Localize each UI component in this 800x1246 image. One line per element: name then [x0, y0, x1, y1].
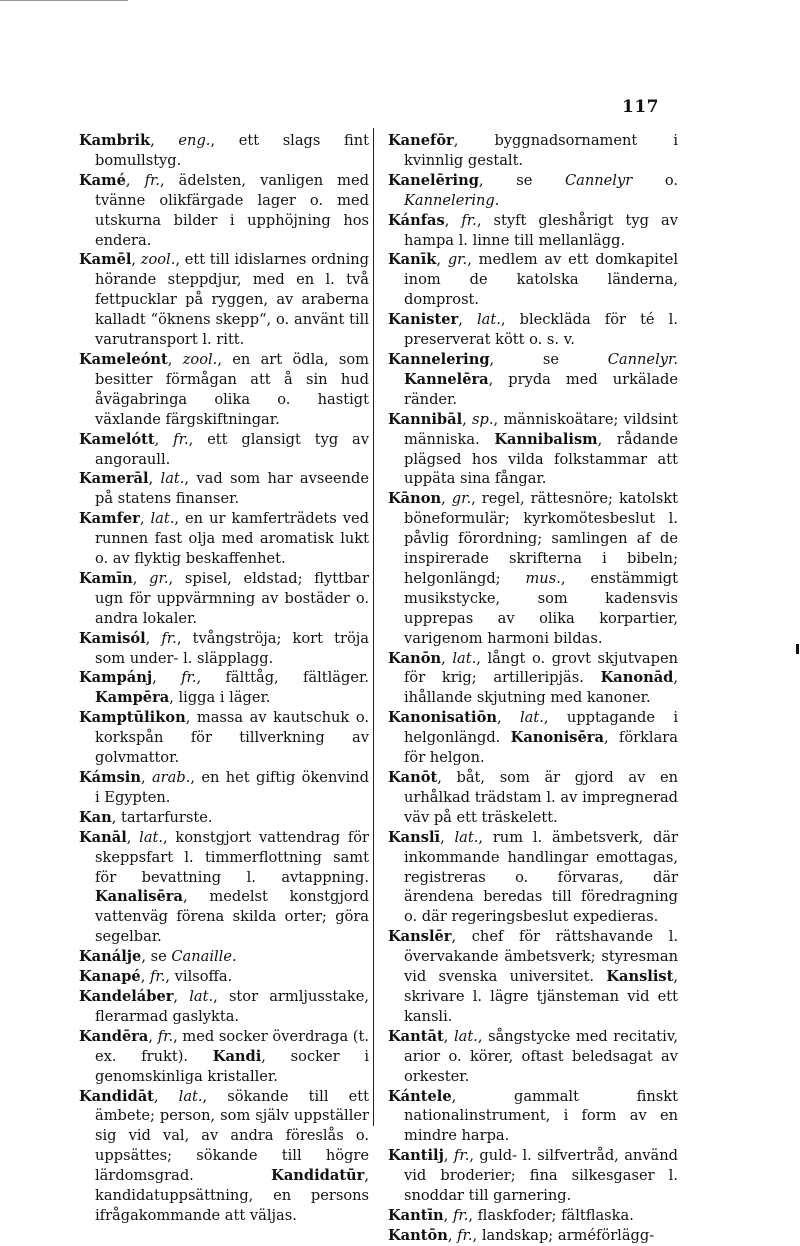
abbreviation: zool.	[182, 350, 218, 368]
dictionary-entry	[79, 430, 369, 470]
abbreviation: arab.	[151, 769, 191, 786]
definition-text: , med socker överdraga (t. ex. frukt).	[95, 1027, 369, 1065]
abbreviation: lat.	[150, 510, 175, 528]
definition-text: , båt, som är gjord av en urhålkad trädstam l. av impregnerad väv på ett träskelett.	[404, 769, 678, 826]
headword: Kanōn	[388, 649, 442, 667]
abbreviation: lat.	[178, 1087, 203, 1105]
dictionary-entry	[79, 967, 369, 987]
headword: Kanister	[388, 311, 459, 329]
abbreviation: eng.	[178, 132, 211, 149]
definition-text: , gammalt finskt nationalinstrument, i form av en mindre harpa.	[404, 1087, 678, 1145]
definition-text: ,	[441, 490, 452, 508]
definition-text: , massa av kautschuk o. korkspån för tillverkning av golvmattor.	[95, 709, 369, 767]
headword: Kandi	[212, 1047, 262, 1065]
definition-text: ,	[126, 828, 140, 846]
definition-text: , människoätare; vildsint människa.	[404, 410, 679, 448]
definition-text: ,	[496, 709, 520, 727]
definition-text: ,	[447, 1226, 458, 1244]
definition-text: ,	[443, 1206, 453, 1224]
definition-text: , konstgjort vattendrag för skeppsfart l. timmerflottning samt för bevattning l. avtappning.	[95, 828, 370, 886]
abbreviation: lat.	[452, 649, 477, 667]
definition-text: , kandidatuppsättning, en persons ifrågakommande att väljas.	[95, 1167, 369, 1224]
dictionary-entry	[388, 927, 678, 1027]
headword: Kanalisēra	[95, 888, 183, 906]
definition-text: , ihållande skjutning med kanoner.	[404, 669, 678, 707]
headword: Kamfer	[79, 510, 140, 528]
definition-text: , sökande till ett ämbete; person, som själv uppställer sig vid val, av andra föreslås o. uppsättes; sökande till högre lärdomsgrad.	[95, 1087, 369, 1185]
dictionary-entry	[388, 131, 678, 171]
dictionary-entry	[388, 310, 678, 350]
headword: Kanslist	[606, 968, 674, 986]
headword: Kameleónt	[79, 350, 168, 368]
definition-text: , socker i genomskinliga kristaller.	[95, 1047, 369, 1085]
definition-text: , rum l. ämbetsverk, där inkommande handlingar emottagas, registreras o. förvaras, där ärendena beredas till föredragning o. där regeringsbeslut expedieras.	[404, 828, 678, 926]
abbreviation: Kannelering.	[404, 191, 500, 209]
dictionary-entry	[388, 828, 678, 928]
headword: Kamerāl	[79, 470, 149, 488]
definition-text: , vilsoffa.	[165, 968, 233, 986]
headword: Kanōt	[388, 769, 438, 786]
top-scan-rule	[0, 0, 128, 1]
definition-text: ,	[462, 410, 473, 428]
headword: Kanīk	[388, 251, 437, 269]
definition-text: , stor armljusstake, flerarmad gaslykta.	[95, 987, 370, 1025]
definition-text: , rådande plägsed hos vilda folkstammar att uppäta sina fångar.	[404, 430, 678, 488]
headword: Kamé	[79, 171, 126, 189]
headword: Kambrik	[79, 132, 151, 149]
definition-text: , ett slags fint bomullstyg.	[95, 132, 369, 169]
dictionary-entry	[79, 509, 369, 569]
dictionary-entry	[79, 350, 369, 430]
headword: Kánfas	[388, 211, 445, 229]
definition-text: ,	[132, 569, 150, 587]
dictionary-entry	[388, 171, 678, 211]
headword: Kanāl	[79, 828, 127, 846]
headword: Kanslī	[388, 828, 441, 846]
definition-text: , ligga i läger.	[169, 689, 271, 707]
dictionary-entry	[388, 649, 678, 709]
headword: Kanslēr	[388, 928, 452, 946]
definition-text: , ett glansigt tyg av angoraull.	[95, 430, 369, 468]
headword: Kantīn	[388, 1206, 444, 1224]
headword: Kandidāt	[79, 1087, 154, 1105]
definition-text: , se	[489, 350, 608, 368]
right-column	[388, 131, 678, 1246]
definition-text: ,	[167, 350, 183, 368]
abbreviation: mus.	[525, 569, 561, 587]
definition-text: ,	[140, 769, 152, 786]
page-number: 117	[622, 97, 659, 117]
headword: Kampánj	[79, 669, 153, 687]
headword: Kámsin	[79, 769, 141, 786]
definition-text: , spisel, eldstad; flyttbar ugn för uppvärmning av bostäder o. andra lokaler.	[95, 569, 369, 627]
abbreviation: fr.	[144, 171, 160, 189]
definition-text: ,	[440, 828, 455, 846]
definition-text: , ädelsten, vanligen med tvänne olikfärgade lager o. med utskurna bilder i upphöjning hos endera.	[95, 171, 369, 249]
definition-text: ,	[154, 430, 174, 448]
dictionary-entry	[79, 629, 369, 669]
headword: Kannibāl	[388, 410, 463, 428]
abbreviation: lat.	[519, 709, 544, 727]
definition-text: , ett till idislarnes ordning hörande steppdjur, med en l. två fettpucklar på ryggen, av araberna kalladt “öknens skepp“, o. använt till varutransport l. ritt.	[95, 251, 370, 349]
definition-text: , bleckläda för té l. preserverat kött o. s. v.	[404, 311, 678, 349]
headword: Kandidatūr	[271, 1167, 365, 1185]
definition-text: , se	[478, 171, 565, 189]
dictionary-entry	[79, 131, 369, 171]
definition-text: , förklara för helgon.	[404, 729, 678, 767]
headword: Kamēl	[79, 251, 132, 269]
abbreviation: lat.	[476, 311, 501, 329]
headword: Kan	[79, 808, 112, 826]
definition-text: , flaskfoder; fältflaska.	[468, 1206, 634, 1224]
definition-text: , medelst konstgjord vattenväg förena skilda orter; göra segelbar.	[95, 888, 369, 946]
definition-text: ,	[444, 211, 462, 229]
definition-text: , enstämmigt musikstycke, som kadensvis upprepas av olika korpartier, varigenom harmoni bildas.	[404, 569, 678, 647]
abbreviation: Cannelyr.	[607, 350, 678, 368]
definition-text: ,	[150, 132, 179, 149]
abbreviation: lat.	[453, 1027, 478, 1045]
definition-text: ,	[148, 470, 161, 488]
definition-text: ,	[152, 669, 182, 687]
dictionary-entry	[388, 350, 678, 410]
definition-text: , guld- l. silfvertråd, använd vid broderier; fina silkesgaser l. snoddar till garnering.	[404, 1147, 678, 1205]
definition-text: , en ur kamferträdets ved runnen fast olja med aromatisk lukt o. av flyktig beskaffenhet.	[95, 510, 369, 568]
dictionary-entry	[388, 489, 678, 648]
dictionary-entry	[79, 987, 369, 1027]
headword: Kanonisatiōn	[388, 709, 497, 727]
headword: Kanonisēra	[510, 729, 604, 747]
headword: Kantilj	[388, 1147, 444, 1165]
scan-edge-mark	[796, 644, 799, 654]
headword: Kantōn	[388, 1226, 448, 1244]
definition-text: ,	[458, 311, 477, 329]
abbreviation: fr.	[461, 211, 477, 229]
dictionary-entry	[79, 1027, 369, 1087]
headword: Kanapé	[79, 968, 141, 986]
definition-text: , en art ödla, som besitter förmågan att å sin hud åvägabringa olika o. hastigt växlande färgskiftningar.	[95, 350, 369, 428]
definition-text: , tvångströja; kort tröja som under- l. släpplagg.	[95, 629, 369, 667]
definition-text: , se	[141, 948, 172, 966]
headword: Kamisól	[79, 629, 146, 647]
left-column	[79, 131, 369, 1226]
column-divider	[373, 128, 374, 1126]
definition-text: ,	[140, 968, 150, 986]
dictionary-entry	[388, 768, 678, 828]
definition-text: , medlem av ett domkapitel inom de katolska länderna, domprost.	[404, 251, 678, 309]
abbreviation: fr.	[161, 629, 177, 647]
definition-text: , landskap; arméförlägg-	[472, 1226, 655, 1244]
definition-text: , pryda med urkälade ränder.	[404, 370, 678, 408]
dictionary-entry	[79, 1087, 369, 1226]
definition-text: , styft gleshårigt tyg av hampa l. linne till mellanlägg.	[404, 211, 678, 249]
headword: Kamptūlikon	[79, 709, 186, 727]
abbreviation: gr.	[149, 569, 169, 587]
dictionary-entry	[388, 708, 678, 768]
headword: Kānon	[388, 490, 442, 508]
headword: Kantāt	[388, 1027, 444, 1045]
headword: Kamīn	[79, 569, 133, 587]
headword: Kannelering	[388, 350, 490, 368]
headword: Kanonād	[600, 669, 674, 687]
headword: Kanelēring	[388, 171, 479, 189]
definition-text: o.	[632, 171, 679, 189]
headword: Kanálje	[79, 948, 142, 966]
definition-text: , fälttåg, fältläger.	[196, 669, 369, 687]
abbreviation: fr.	[173, 430, 189, 448]
definition-text: , upptagande i helgonlängd.	[404, 709, 679, 747]
abbreviation: zool.	[140, 251, 176, 269]
dictionary-entry	[79, 469, 369, 509]
definition-text: ,	[436, 251, 448, 269]
definition-text: ,	[139, 510, 151, 528]
abbreviation: fr.	[157, 1027, 174, 1045]
dictionary-entry	[388, 1087, 678, 1147]
abbreviation: fr.	[453, 1147, 470, 1165]
dictionary-entry	[79, 569, 369, 629]
definition-text: ,	[125, 171, 145, 189]
definition-text: , långt o. grovt skjutvapen för krig; artilleripjäs.	[404, 649, 679, 687]
abbreviation: fr.	[452, 1206, 469, 1224]
definition-text: , skrivare l. lägre tjänsteman vid ett kansli.	[404, 968, 678, 1025]
definition-text: ,	[145, 629, 162, 647]
headword: Kandēra	[79, 1027, 149, 1045]
headword: Kannelēra	[404, 370, 489, 388]
abbreviation: Cannelyr	[564, 171, 633, 189]
abbreviation: gr.	[447, 251, 468, 269]
dictionary-entry	[388, 211, 678, 251]
headword: Kamelótt	[79, 430, 155, 448]
dictionary-entry	[388, 250, 678, 310]
definition-text: ,	[131, 251, 141, 269]
dictionary-entry	[79, 947, 369, 967]
headword: Kampēra	[95, 689, 170, 707]
dictionary-entry	[388, 1027, 678, 1087]
definition-text: , vad som har avseende på statens finanser.	[95, 470, 369, 508]
definition-text: ,	[443, 1027, 454, 1045]
abbreviation: gr.	[451, 490, 472, 508]
dictionary-entry	[388, 1226, 678, 1246]
dictionary-entry	[79, 828, 369, 947]
abbreviation: fr.	[181, 669, 197, 687]
dictionary-entry	[79, 768, 369, 808]
definition-text: ,	[441, 649, 453, 667]
definition-text: , tartarfurste.	[111, 808, 213, 826]
definition-text: , regel, rättesnöre; katolskt böneformulär; kyrkomötesbeslut l. påvlig förordning; samlingen af de inspirerade skrifterna i bibeln; helgonlängd;	[404, 490, 678, 587]
headword: Kandeláber	[79, 987, 174, 1005]
abbreviation: lat.	[160, 470, 185, 488]
definition-text: ,	[443, 1147, 454, 1165]
headword: Kántele	[388, 1087, 452, 1105]
dictionary-entry	[388, 1206, 678, 1226]
abbreviation: lat.	[189, 987, 214, 1005]
definition-text: , en het giftig ökenvind i Egypten.	[95, 769, 369, 806]
definition-text: , byggnadsornament i kvinnlig gestalt.	[404, 132, 678, 169]
abbreviation: fr.	[457, 1226, 473, 1244]
dictionary-entry	[79, 250, 369, 350]
abbreviation: lat.	[454, 828, 479, 846]
definition-text: ,	[173, 987, 190, 1005]
dictionary-entry	[388, 410, 678, 490]
headword: Kanefōr	[388, 132, 454, 149]
definition-text: , chef för rättshavande l. övervakande ämbetsverk; styresman vid svenska universitet.	[404, 928, 678, 986]
definition-text: ,	[148, 1027, 158, 1045]
abbreviation: sp.	[472, 410, 494, 428]
dictionary-entry	[79, 668, 369, 708]
dictionary-entry	[79, 708, 369, 768]
dictionary-entry	[79, 171, 369, 251]
headword: Kannibalism	[494, 430, 598, 448]
dictionary-entry	[79, 808, 369, 828]
abbreviation: lat.	[139, 828, 164, 846]
dictionary-entry	[388, 1146, 678, 1206]
definition-text: ,	[153, 1087, 179, 1105]
abbreviation: Canaille.	[171, 948, 237, 966]
abbreviation: fr.	[149, 968, 166, 986]
definition-text: , sångstycke med recitativ, arior o. körer, oftast beledsagat av orkester.	[404, 1027, 678, 1085]
